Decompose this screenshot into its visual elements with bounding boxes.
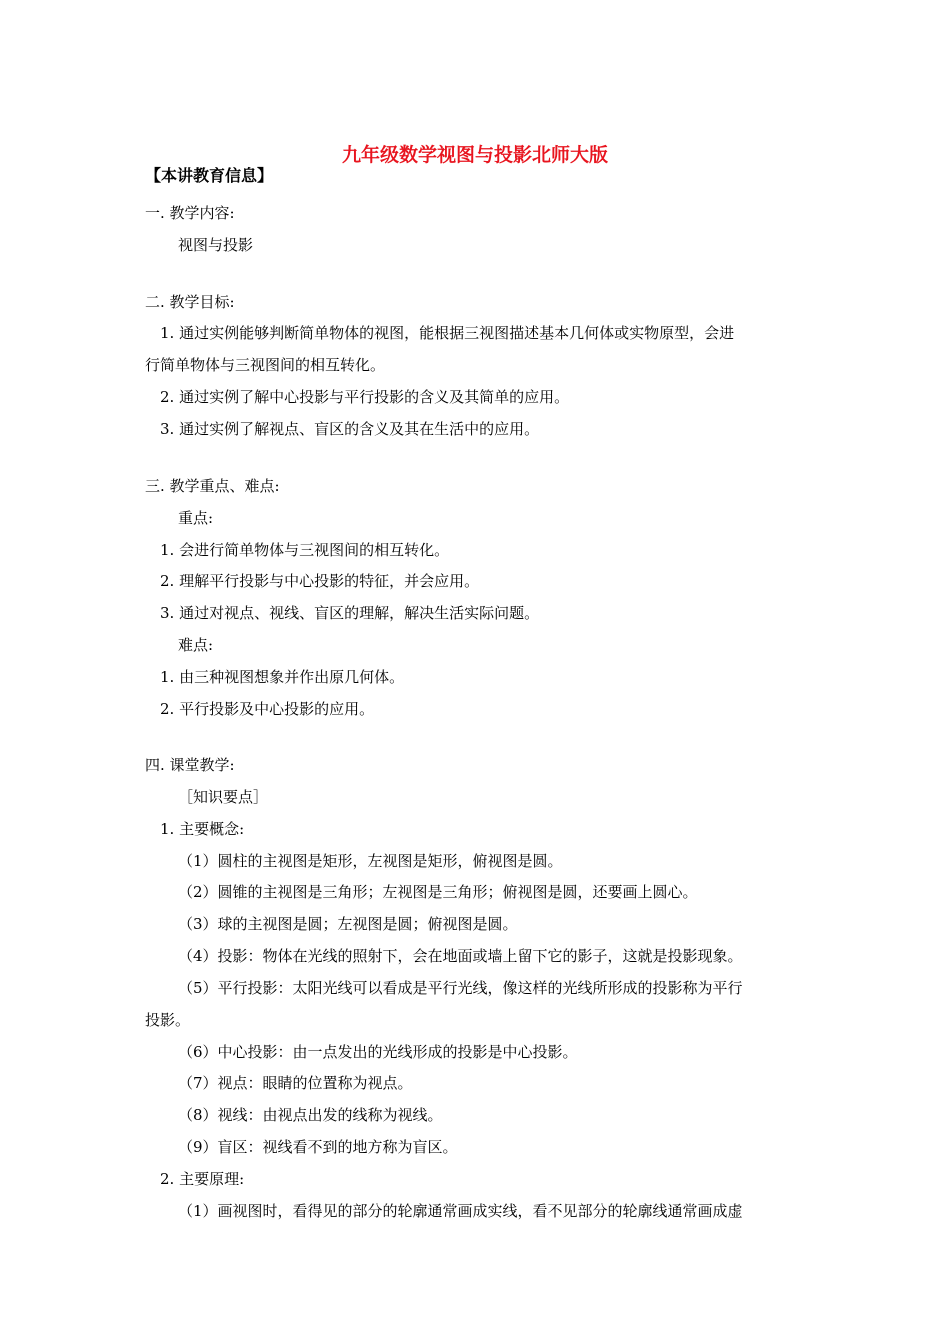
- section-1-heading: 一. 教学内容:: [145, 204, 235, 222]
- section-1-content: 视图与投影: [178, 236, 254, 254]
- concept-8: （8）视线：由视点出发的线称为视线。: [178, 1106, 443, 1124]
- objective-2: 2. 通过实例了解中心投影与平行投影的含义及其简单的应用。: [160, 388, 570, 406]
- difficulty-1: 1. 由三种视图想象并作出原几何体。: [160, 668, 405, 686]
- key-point-1: 1. 会进行简单物体与三视图间的相互转化。: [160, 541, 450, 559]
- section-2-heading: 二. 教学目标:: [145, 293, 235, 311]
- key-points-label: 重点:: [178, 509, 214, 527]
- concept-2: （2）圆锥的主视图是三角形；左视图是三角形；俯视图是圆，还要画上圆心。: [178, 883, 698, 901]
- concept-7: （7）视点：眼睛的位置称为视点。: [178, 1074, 413, 1092]
- main-principles-heading: 2. 主要原理:: [160, 1170, 245, 1188]
- key-point-2: 2. 理解平行投影与中心投影的特征，并会应用。: [160, 572, 480, 590]
- concept-5-line-1: （5）平行投影：太阳光线可以看成是平行光线，像这样的光线所形成的投影称为平行: [178, 979, 743, 997]
- knowledge-points-label: ［知识要点］: [178, 788, 269, 806]
- principle-1-line-1: （1）画视图时，看得见的部分的轮廓通常画成实线，看不见部分的轮廓线通常画成虚: [178, 1202, 743, 1220]
- concept-1: （1）圆柱的主视图是矩形，左视图是矩形，俯视图是圆。: [178, 852, 563, 870]
- section-3-heading: 三. 教学重点、难点:: [145, 477, 280, 495]
- difficulty-2: 2. 平行投影及中心投影的应用。: [160, 700, 375, 718]
- difficulties-label: 难点:: [178, 636, 214, 654]
- objective-1-line-2: 行简单物体与三视图间的相互转化。: [145, 356, 386, 374]
- concept-6: （6）中心投影：由一点发出的光线形成的投影是中心投影。: [178, 1043, 578, 1061]
- concept-5-line-2: 投影。: [145, 1011, 191, 1029]
- concept-9: （9）盲区：视线看不到的地方称为盲区。: [178, 1138, 458, 1156]
- objective-1-line-1: 1. 通过实例能够判断简单物体的视图，能根据三视图描述基本几何体或实物原型，会进: [160, 324, 735, 342]
- section-4-heading: 四. 课堂教学:: [145, 756, 235, 774]
- section-title: 【本讲教育信息】: [145, 166, 274, 185]
- objective-3: 3. 通过实例了解视点、盲区的含义及其在生活中的应用。: [160, 420, 540, 438]
- concept-4: （4）投影：物体在光线的照射下，会在地面或墙上留下它的影子，这就是投影现象。: [178, 947, 743, 965]
- page-title: 九年级数学视图与投影北师大版: [341, 144, 608, 166]
- key-point-3: 3. 通过对视点、视线、盲区的理解，解决生活实际问题。: [160, 604, 540, 622]
- concept-3: （3）球的主视图是圆；左视图是圆；俯视图是圆。: [178, 915, 518, 933]
- main-concepts-heading: 1. 主要概念:: [160, 820, 245, 838]
